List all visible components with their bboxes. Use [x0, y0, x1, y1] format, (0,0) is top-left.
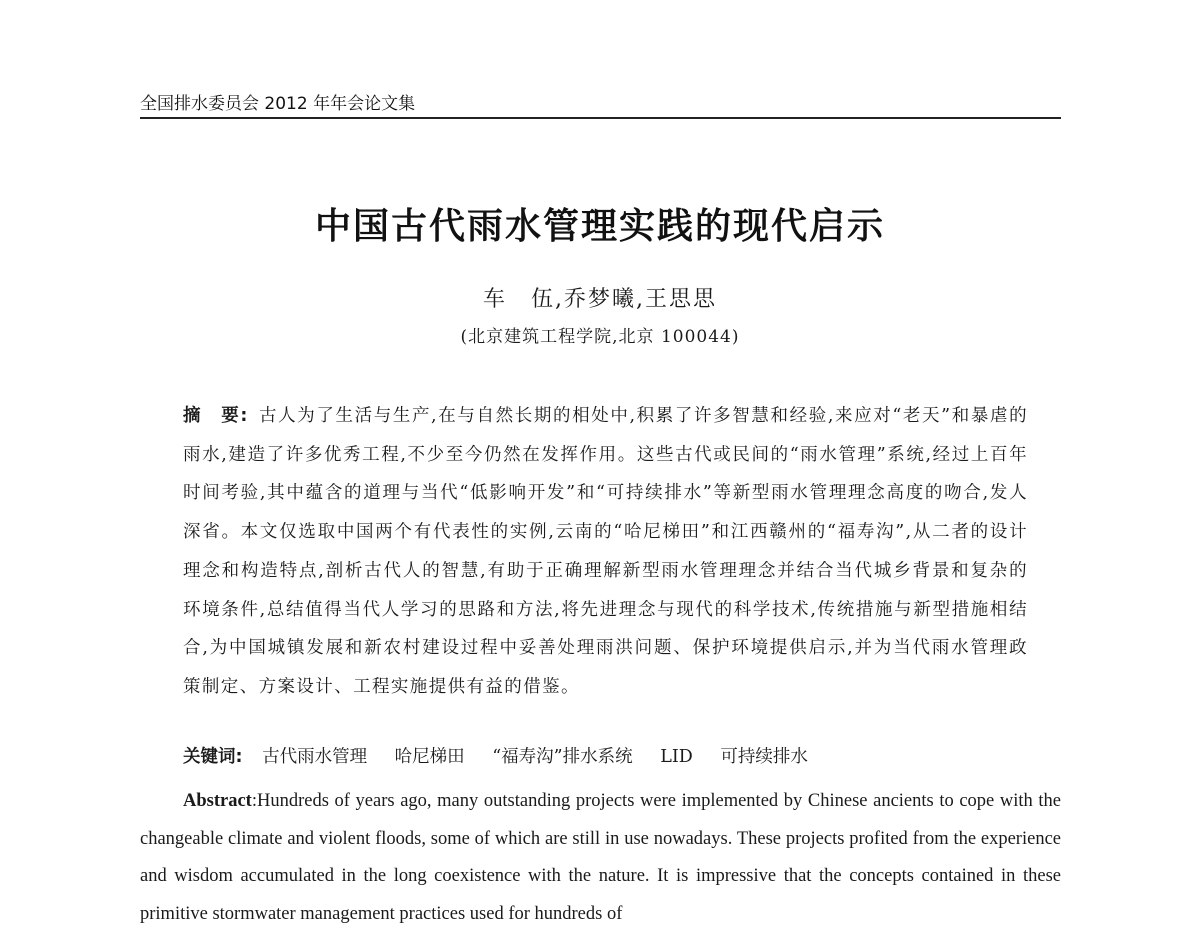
- keyword-item: 古代雨水管理: [262, 747, 368, 767]
- keyword-item: 哈尼梯田: [394, 747, 465, 767]
- abstract-body: 古人为了生活与生产,在与自然长期的相处中,积累了许多智慧和经验,来应对“老天”和暴虐的雨水,建造了许多优秀工程,不少至今仍然在发挥作用。这些古代或民间的“雨水管理”系统,经过上百年时间考验,其中蕴含的道理与当代“低影响开发”和“可持续排水”等新型雨水管理理念高度的吻合,发人深省。本文仅选取中国两个有代表性的实例,云南的“哈尼梯田”和江西赣州的“福寿沟”,从二者的设计理念和构造特点,剖析古代人的智慧,有助于正确理解新型雨水管理理念并结合当代城乡背景和复杂的环境条件,总结值得当代人学习的思路和方法,将先进理念与现代的科学技术,传统措施与新型措施相结合,为中国城镇发展和新农村建设过程中妥善处理雨洪问题、保护环境提供启示,并为当代雨水管理政策制定、方案设计、工程实施提供有益的借鉴。: [183, 406, 1028, 697]
- keyword-item: LID: [660, 747, 693, 767]
- author-list: 车 伍,乔梦曦,王思思: [482, 287, 718, 312]
- keywords: [183, 743, 1028, 768]
- author-qiao-mengxi: 乔梦曦: [563, 287, 636, 312]
- affiliation: (北京建筑工程学院,北京 100044): [460, 327, 740, 347]
- english-abstract-label: Abstract: [183, 791, 252, 811]
- author-che-wu: 车 伍: [482, 287, 555, 312]
- keyword-item: “福寿沟”排水系统: [492, 747, 633, 767]
- english-abstract-body: :Hundreds of years ago, many outstanding projects were implemented by Chinese ancients to cope with the changeable climate and violent floods, some of which are still in use nowadays. These projects profited from the experience and wisdom accumulated in the long coexistence with the nature. It is impressive that the concepts contained in these primitive stormwater management practices used for hundreds of: [140, 791, 1061, 924]
- header-rule: [140, 117, 1061, 119]
- keywords-label: 关键词:: [183, 747, 243, 767]
- running-head: 全国排水委员会 2012 年年会论文集: [140, 94, 416, 114]
- paper-title: 中国古代雨水管理实践的现代启示: [314, 206, 885, 247]
- english-abstract: [140, 783, 1061, 933]
- keyword-item: 可持续排水: [720, 747, 808, 767]
- author-wang-sisi: 王思思: [645, 287, 718, 312]
- chinese-abstract: [183, 397, 1028, 707]
- abstract-label: 摘 要:: [183, 406, 249, 426]
